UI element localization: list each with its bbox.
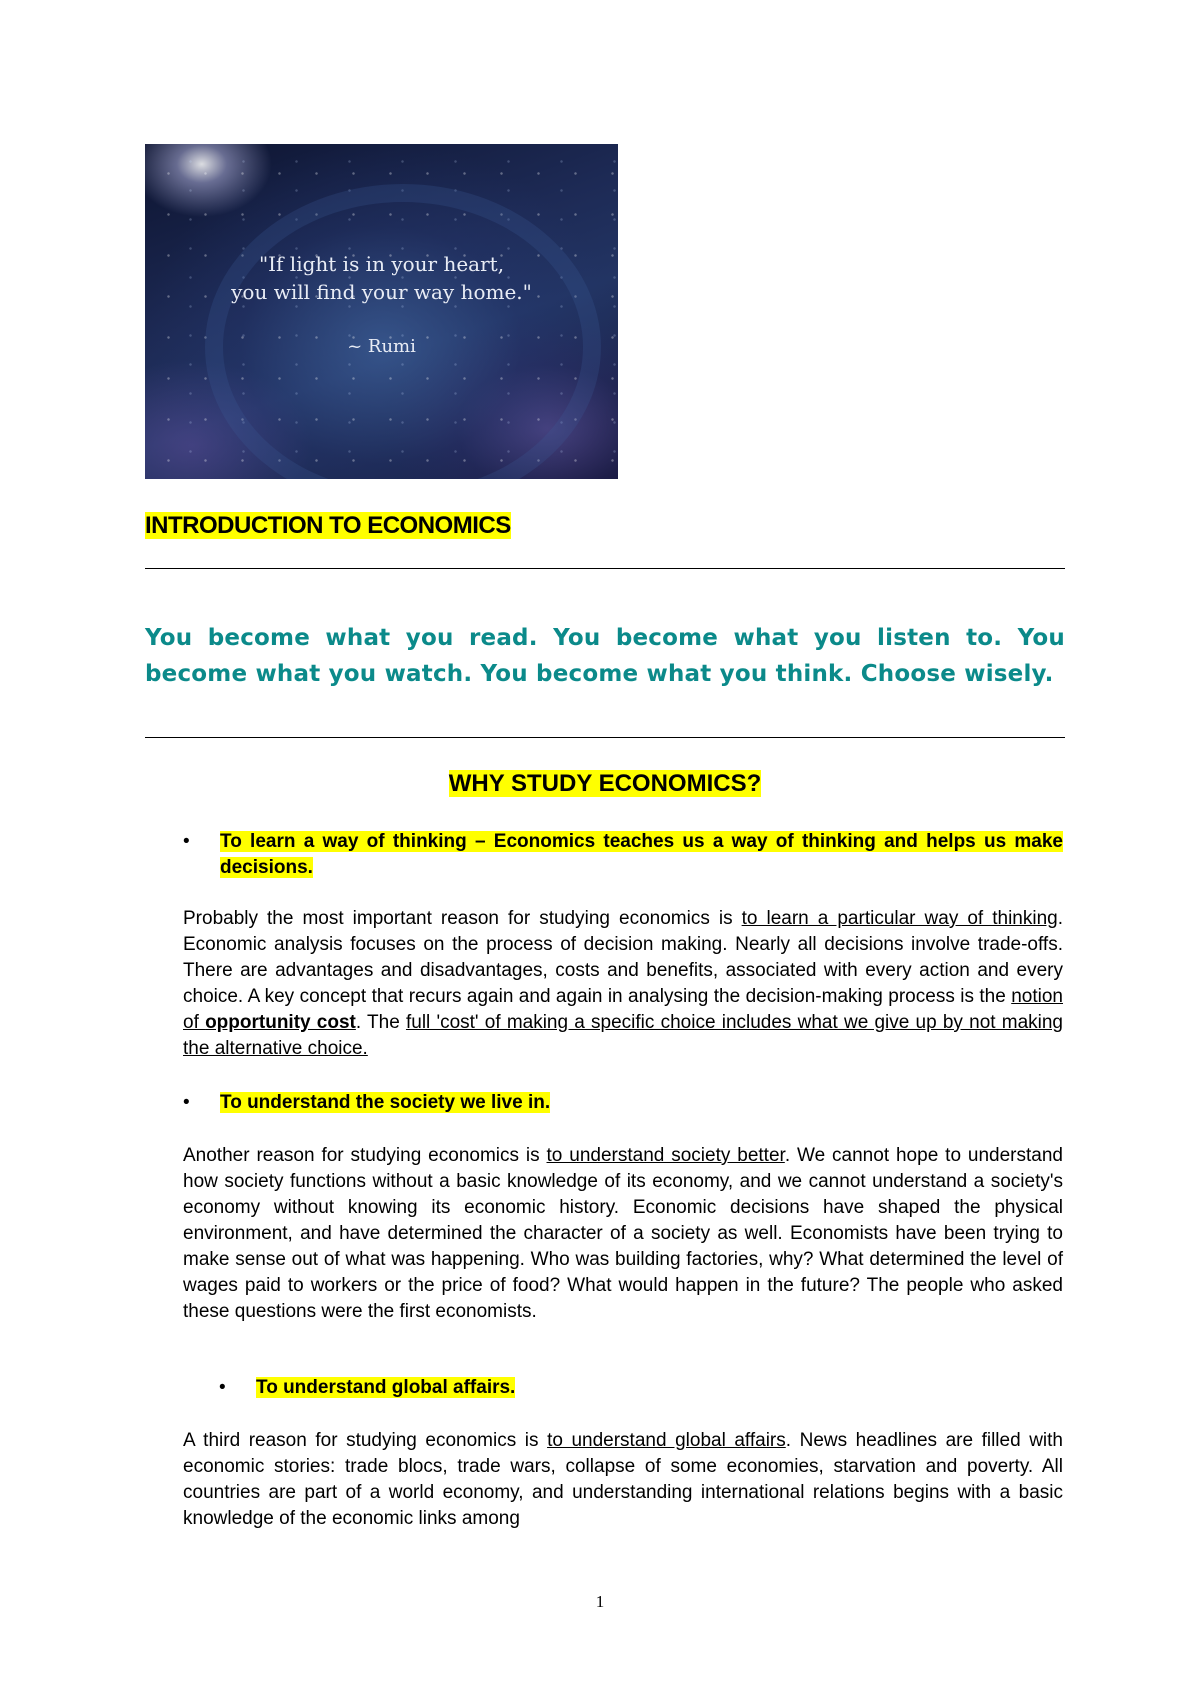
quote-author: ~ Rumi (347, 336, 416, 357)
document-title-text: INTRODUCTION TO ECONOMICS (145, 512, 511, 539)
divider-top (145, 568, 1065, 569)
para-text: Probably the most important reason for studying economics is (183, 908, 742, 929)
para-text: Another reason for studying economics is (183, 1145, 547, 1166)
bullet-icon: • (183, 1092, 190, 1113)
para-underlined-text: to learn a particular way of thinking (741, 908, 1058, 929)
bullet-item-global-affairs (219, 1375, 1063, 1401)
paragraph-way-of-thinking (183, 906, 1063, 1062)
quote-line-1: "If light is in your heart, (258, 252, 505, 276)
page-number: 1 (595, 1592, 605, 1611)
para-text: A third reason for studying economics is (183, 1430, 548, 1451)
para-underlined-text: to understand society better (546, 1145, 785, 1166)
paragraph-society (183, 1143, 1063, 1325)
para-text: . News headlines are filled with economic stories: trade blocs, trade wars, collapse of some economies, starvation and poverty. All countries are part of a world economy, and understanding international relations begins with a basic knowledge of the economic links among (183, 1430, 1064, 1529)
rumi-quote-image (145, 144, 618, 479)
para-text: . We cannot hope to understand how society functions without a basic knowledge of its economy, and we cannot understand a society's economy without knowing its economic history. Economic decisions have shaped the physical environment, and have determined the character of a society as well. Economists have been trying to make sense out of what was happening. Who was building factories, why? What determined the level of wages paid to workers or the price of food? What would happen in the future? The people who asked these questions were the first economists. (183, 1145, 1063, 1322)
bullet-item-society (183, 1090, 1063, 1116)
bullet-heading: To understand global affairs. (256, 1377, 516, 1398)
opportunity-cost-term: opportunity cost (205, 1012, 356, 1033)
paragraph-global-affairs (183, 1428, 1063, 1532)
para-underlined-text: full 'cost' of making a specific choice includes what we give up by not making the alternative choice. (183, 1012, 1064, 1059)
document-title (145, 511, 511, 541)
bullet-icon: • (219, 1377, 226, 1398)
para-text: . Economic analysis focuses on the process of decision making. Nearly all decisions involve trade-offs. There are advantages and disadvantages, costs and benefits, associated with every action and every choice. A key concept that recurs again and again in analysing the decision-making process is the (183, 908, 1063, 1007)
para-text: . The (355, 1012, 406, 1033)
quote-line-2: you will find your way home." (231, 280, 532, 304)
para-underlined-text: notion of (183, 986, 1063, 1033)
para-underlined-text: to understand global affairs (547, 1430, 786, 1451)
section-title (145, 768, 1065, 800)
section-title-text: WHY STUDY ECONOMICS? (448, 770, 762, 797)
divider-bottom (145, 737, 1065, 738)
bullet-item-way-of-thinking (183, 829, 1063, 881)
bullet-heading: To learn a way of thinking – Economics teaches us a way of thinking and helps us make decisions. (220, 831, 1063, 878)
bullet-heading: To understand the society we live in. (220, 1092, 551, 1113)
motto-quote: You become what you read. You become what you listen to. You become what you watch. You become what you think. Choose wisely. (145, 625, 1065, 687)
quote-text (145, 250, 618, 306)
bullet-icon: • (183, 831, 190, 852)
